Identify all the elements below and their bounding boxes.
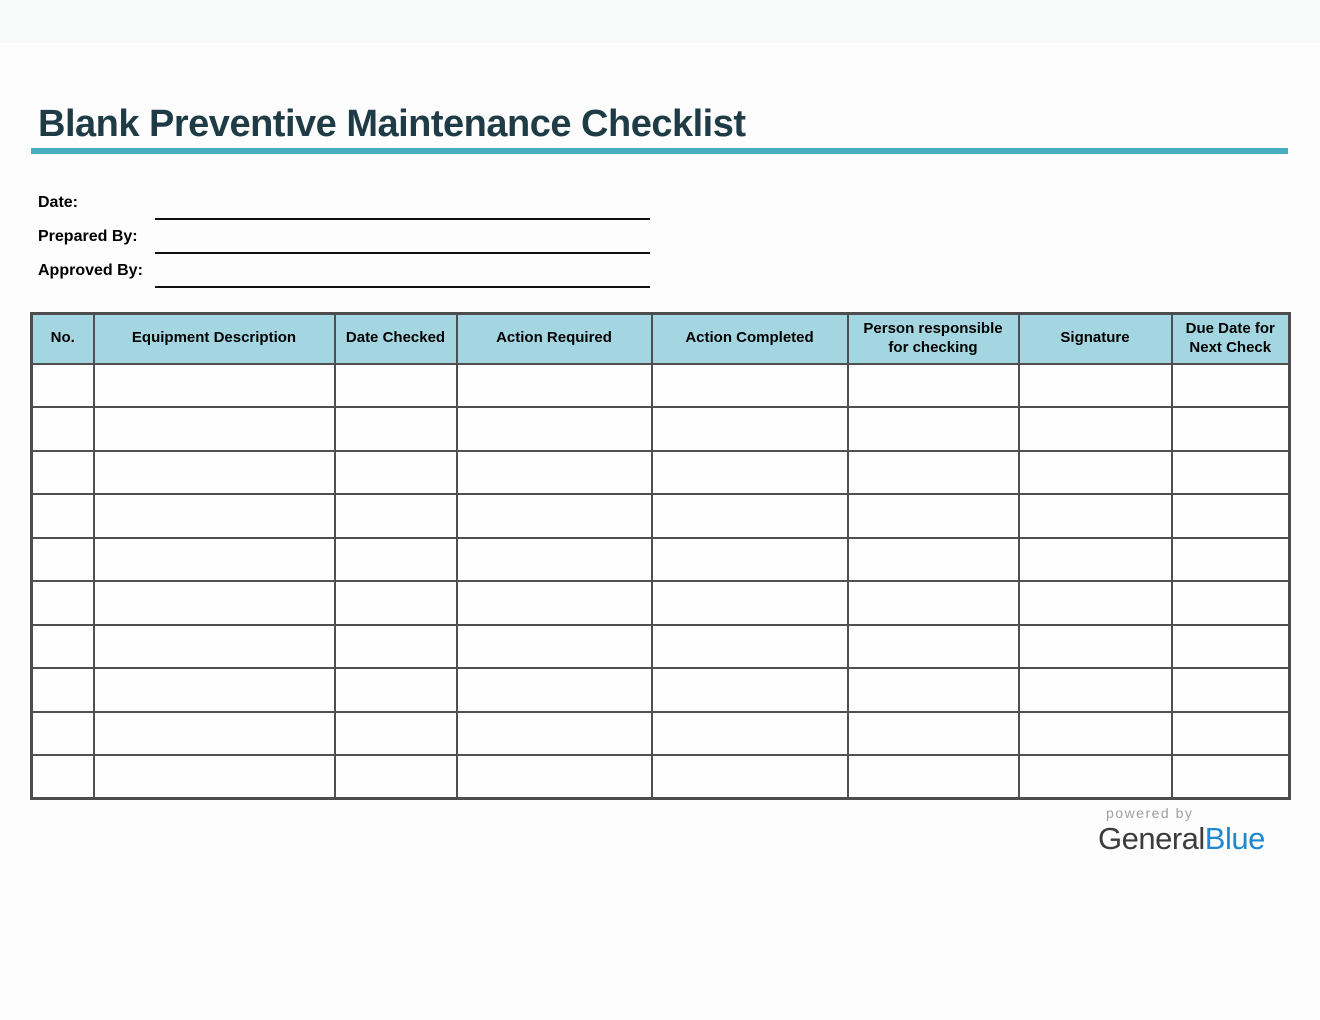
table-cell[interactable] xyxy=(335,755,457,799)
meta-row-approved-by xyxy=(38,260,658,294)
table-cell[interactable] xyxy=(1019,625,1172,669)
table-cell[interactable] xyxy=(457,494,652,538)
table-cell[interactable] xyxy=(1172,581,1290,625)
table-cell[interactable] xyxy=(652,625,848,669)
checklist-table xyxy=(30,312,1291,800)
table-cell[interactable] xyxy=(32,364,94,408)
table-cell[interactable] xyxy=(1172,625,1290,669)
brand-footer xyxy=(1098,806,1265,854)
table-row xyxy=(32,755,1290,799)
table-cell[interactable] xyxy=(652,712,848,756)
prepared-by-field[interactable] xyxy=(155,236,650,254)
table-cell[interactable] xyxy=(1019,451,1172,495)
table-cell[interactable] xyxy=(652,364,848,408)
table-cell[interactable] xyxy=(94,755,335,799)
approved-by-field[interactable] xyxy=(155,270,650,288)
table-cell[interactable] xyxy=(1019,407,1172,451)
table-cell[interactable] xyxy=(457,538,652,582)
table-cell[interactable] xyxy=(94,364,335,408)
table-row xyxy=(32,712,1290,756)
col-header-date-checked: Date Checked xyxy=(335,314,457,364)
col-header-equipment-description: Equipment Description xyxy=(94,314,335,364)
table-cell[interactable] xyxy=(652,668,848,712)
date-label: Date: xyxy=(38,194,79,211)
table-row xyxy=(32,407,1290,451)
table-cell[interactable] xyxy=(457,581,652,625)
table-cell[interactable] xyxy=(1019,364,1172,408)
page-title: Blank Preventive Maintenance Checklist xyxy=(38,103,746,145)
table-cell[interactable] xyxy=(1172,712,1290,756)
table-cell[interactable] xyxy=(335,625,457,669)
table-row xyxy=(32,451,1290,495)
table-cell[interactable] xyxy=(32,407,94,451)
brand-logo-blue: Blue xyxy=(1204,821,1265,856)
table-cell[interactable] xyxy=(1172,538,1290,582)
table-cell[interactable] xyxy=(1172,668,1290,712)
powered-by-text: powered by xyxy=(1106,805,1194,821)
table-cell[interactable] xyxy=(1172,364,1290,408)
table-cell[interactable] xyxy=(1019,755,1172,799)
table-cell[interactable] xyxy=(94,581,335,625)
table-cell[interactable] xyxy=(1019,668,1172,712)
table-row xyxy=(32,538,1290,582)
table-cell[interactable] xyxy=(335,451,457,495)
meta-fields xyxy=(38,192,658,294)
prepared-by-label: Prepared By: xyxy=(38,228,138,245)
table-cell[interactable] xyxy=(848,712,1019,756)
brand-logo-general: General xyxy=(1098,821,1205,856)
col-header-no: No. xyxy=(32,314,94,364)
table-row xyxy=(32,625,1290,669)
table-cell[interactable] xyxy=(652,755,848,799)
table-cell[interactable] xyxy=(335,407,457,451)
table-cell[interactable] xyxy=(335,364,457,408)
table-cell[interactable] xyxy=(652,407,848,451)
table-cell[interactable] xyxy=(457,712,652,756)
table-cell[interactable] xyxy=(848,364,1019,408)
table-cell[interactable] xyxy=(457,407,652,451)
table-cell[interactable] xyxy=(94,625,335,669)
table-cell[interactable] xyxy=(652,451,848,495)
table-body xyxy=(32,364,1290,799)
table-cell[interactable] xyxy=(457,625,652,669)
table-row xyxy=(32,581,1290,625)
table-cell[interactable] xyxy=(32,581,94,625)
table-cell[interactable] xyxy=(1172,494,1290,538)
table-cell[interactable] xyxy=(32,451,94,495)
table-cell[interactable] xyxy=(32,755,94,799)
table-cell[interactable] xyxy=(457,451,652,495)
table-cell[interactable] xyxy=(848,755,1019,799)
table-cell[interactable] xyxy=(335,668,457,712)
table-cell[interactable] xyxy=(1172,755,1290,799)
table-cell[interactable] xyxy=(1172,451,1290,495)
meta-row-date xyxy=(38,192,658,226)
meta-row-prepared-by xyxy=(38,226,658,260)
page-top-strip xyxy=(0,0,1320,43)
table-cell[interactable] xyxy=(1172,407,1290,451)
table-cell[interactable] xyxy=(335,581,457,625)
table-cell[interactable] xyxy=(94,538,335,582)
table-cell[interactable] xyxy=(32,625,94,669)
col-header-due-date-next-check: Due Date for Next Check xyxy=(1172,314,1290,364)
table-cell[interactable] xyxy=(652,538,848,582)
table-row xyxy=(32,364,1290,408)
table-cell[interactable] xyxy=(94,668,335,712)
table-cell[interactable] xyxy=(94,712,335,756)
table-cell[interactable] xyxy=(1019,712,1172,756)
table-cell[interactable] xyxy=(335,712,457,756)
table-cell[interactable] xyxy=(457,755,652,799)
table-cell[interactable] xyxy=(32,712,94,756)
table-cell[interactable] xyxy=(32,538,94,582)
table-cell[interactable] xyxy=(335,494,457,538)
table-cell[interactable] xyxy=(848,668,1019,712)
table-cell[interactable] xyxy=(32,494,94,538)
table-cell[interactable] xyxy=(1019,538,1172,582)
table-cell[interactable] xyxy=(652,494,848,538)
table-cell[interactable] xyxy=(848,451,1019,495)
table-cell[interactable] xyxy=(848,407,1019,451)
date-field[interactable] xyxy=(155,202,650,220)
table-cell[interactable] xyxy=(94,407,335,451)
table-row xyxy=(32,494,1290,538)
table-cell[interactable] xyxy=(848,494,1019,538)
title-accent-rule xyxy=(31,148,1288,154)
table-cell[interactable] xyxy=(1019,494,1172,538)
approved-by-label: Approved By: xyxy=(38,262,143,279)
table-row xyxy=(32,668,1290,712)
table-header-row xyxy=(32,314,1290,364)
table-cell[interactable] xyxy=(335,538,457,582)
table-cell[interactable] xyxy=(94,451,335,495)
col-header-action-completed: Action Completed xyxy=(652,314,848,364)
table-cell[interactable] xyxy=(652,581,848,625)
table-cell[interactable] xyxy=(848,538,1019,582)
col-header-signature: Signature xyxy=(1019,314,1172,364)
table-cell[interactable] xyxy=(848,581,1019,625)
table-cell[interactable] xyxy=(1019,581,1172,625)
table-cell[interactable] xyxy=(94,494,335,538)
table-cell[interactable] xyxy=(457,364,652,408)
brand-logo xyxy=(1098,821,1265,856)
table-cell[interactable] xyxy=(32,668,94,712)
table-cell[interactable] xyxy=(457,668,652,712)
col-header-person-responsible: Person responsible for checking xyxy=(848,314,1019,364)
col-header-action-required: Action Required xyxy=(457,314,652,364)
table-cell[interactable] xyxy=(848,625,1019,669)
